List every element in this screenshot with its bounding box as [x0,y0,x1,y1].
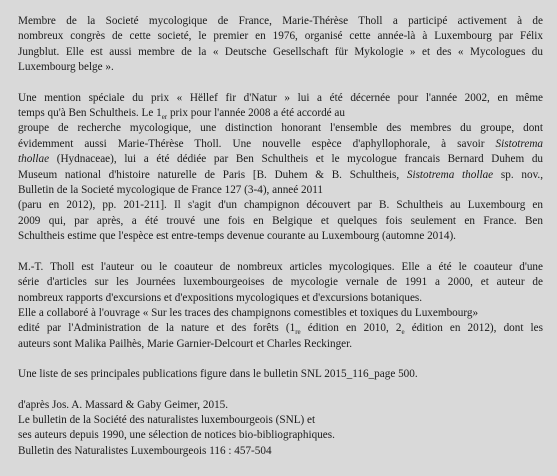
paragraph-list-reference [18,367,543,382]
text-line: Jungblut. Elle est aussi membre de la « Deutsche Gesellschaft für Mykologie » et des « Mycologues du [18,45,543,58]
paragraph-awards [18,91,543,245]
paragraph-membership [18,14,543,76]
text-line: Bulletin des Naturalistes Luxembourgeois 116 : 457-504 [18,444,272,457]
text-line: ses auteurs depuis 1990, une sélection de notices bio-bibliographiques. [18,429,335,442]
text-line: Une liste de ses principales publications figure dans le bulletin SNL 2015_116_page 500. [18,368,418,381]
text-line: Museum national d'histoire naturelle de Paris [B. Duhem & B. Schultheis, Sistotrema thollae sp. nov., [18,168,544,181]
text-line: nombreux congrès de cette societé, le premier en 1976, organisé cette année-là à Luxembourg par Félix [18,30,543,43]
text-line: Luxembourg belge ». [18,61,114,74]
text-line: évidemment aussi Marie-Thérèse Tholl. Une nouvelle espèce d'aphyllophorale, à savoir Sistotrema [18,137,543,150]
text-line: auteurs sont Malika Pailhès, Marie Garnier-Delcourt et Charles Reckinger. [18,337,353,350]
text-line: 2009 qui, par après, a été trouvé une fois en Belgique et quelques fois seulement en France. Ben [18,214,543,227]
paragraph-publications [18,260,543,352]
text-line: groupe de recherche mycologique, une distinction honorant l'ensemble des membres du groupe, dont [18,122,543,135]
text-line: Membre de la Societé mycologique de France, Marie-Thérèse Tholl a participé activement à de [18,15,543,27]
text-line: Elle a collaboré à l'ouvrage « Sur les traces des champignons comestibles et toxiques du Luxembourg» [18,306,479,319]
text-line: (paru en 2012), pp. 201-211]. Il s'agit d'un champignon découvert par B. Schultheis au Luxembourg en [18,199,543,212]
text-line: edité par l'Administration de la nature et des forêts ($1_{re}$ édition en 2010, $2_e$ édition en 2012), dont les [18,322,543,337]
paragraph-source [18,398,543,460]
text-line: thollae (Hydnaceae), lui a été dédiée par Ben Schultheis et le mycologue francais Bernard Duhem du [18,153,544,166]
text-line: temps qu'à Ben Schultheis. Le $1_{er}$ prix pour l'année 2008 a été accordé au [18,107,345,122]
text-line: Schultheis estime que l'espèce est entre-temps devenue courante au Luxembourg (automne 2014). [18,230,456,243]
text-line: d'après Jos. A. Massard & Gaby Geimer, 2015. [18,398,229,411]
text-line: M.-T. Tholl est l'auteur ou le coauteur de nombreux articles mycologiques. Elle a été le coauteur d'une [18,260,543,273]
text-line: nombreux rapports d'excursions et d'expositions mycologiques et d'excursions botaniques. [18,291,423,304]
text-line: Bulletin de la Societé mycologique de France 127 (3-4), anneé 2011 [18,184,323,197]
text-line: Le bulletin de la Société des naturalistes luxembourgeois (SNL) et [18,413,316,426]
text-line: Une mention spéciale du prix « Hëllef fir d'Natur » lui a été décernée pour l'année 2002, en même [18,91,543,104]
text-line: série d'articles sur les Journées luxembourgeoises de mycologie vernale de 1991 a 2000, et auteur de [18,276,543,289]
